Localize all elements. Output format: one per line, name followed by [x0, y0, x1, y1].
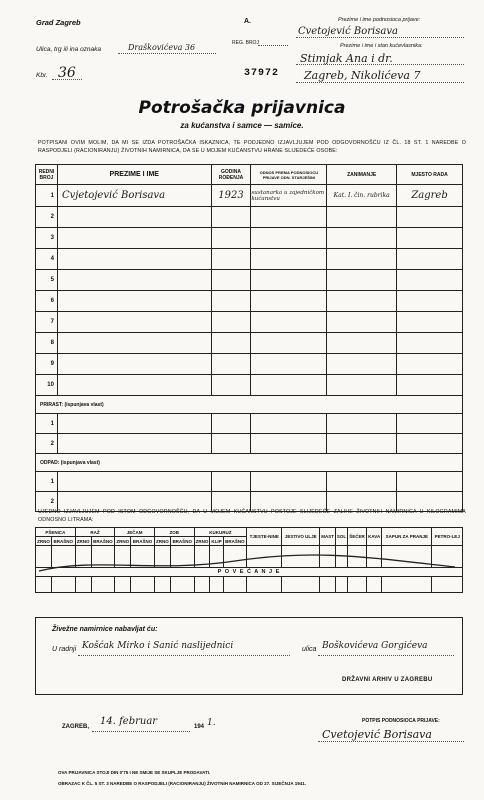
col-name: PREZIME I IME — [57, 165, 211, 185]
odpad-header-row — [36, 454, 463, 472]
row-number: 7 — [36, 312, 58, 333]
row-number: 1 — [36, 185, 58, 207]
year-label: 194 — [194, 724, 205, 730]
place-label: ZAGREB, — [62, 724, 89, 730]
stock-col-pasta: TJESTE-NINE — [247, 528, 282, 546]
stock-sub: ZRNO — [156, 538, 169, 544]
strike-through-mark — [35, 553, 463, 577]
house-number-label: Kbr. — [36, 72, 48, 79]
stock-sub: ZRNO — [76, 538, 90, 544]
stock-col-sugar: ŠEĆER — [347, 528, 366, 546]
signature-label: POTPIS PODNOSIOCA PRIJAVE: — [362, 718, 440, 724]
table-row — [36, 312, 463, 333]
submitter-label: Prezime i ime podnosioca prijave: — [338, 17, 421, 23]
person-year: 1923 — [211, 185, 251, 207]
row-number: 2 — [36, 492, 58, 512]
row-number: 1 — [36, 472, 58, 492]
street-value: Draškovićeva 36 — [128, 43, 196, 52]
shop-value: Košćak Mirko i Sanić naslijednici — [82, 641, 234, 651]
row-number: 3 — [36, 228, 58, 249]
person-workplace: Zagreb — [397, 185, 463, 207]
row-number: 10 — [36, 375, 58, 396]
table-row — [36, 472, 463, 492]
stock-sub: ZRNO — [195, 538, 209, 544]
table-row — [36, 354, 463, 375]
shop-label: U radnji — [52, 646, 77, 653]
stock-sub: BRAŠNO — [170, 537, 194, 546]
stock-col-lard: MAST — [320, 528, 336, 546]
stock-col-soap: SAPUN ZA PRANJE — [382, 528, 432, 546]
stock-intro: UJEDNO IZJAVLJUJEM POD ISTOM ODGOVORNOŠĆU, DA U MOJEM KUĆANSTVU POSTOJE SLIJEDEĆE ZALIHE ŽIVOTNIH NAMIRNICA U KILOGRAMIMA ODNOSNO LITRAMA: — [38, 509, 466, 523]
prirast-label: PRIRAST: (ispunjava vlast) — [36, 396, 463, 414]
stock-col-oil: JESTIVO ULJE — [282, 528, 320, 546]
increase-value-row — [36, 577, 463, 593]
stock-col-wheat: PŠENICA — [36, 528, 76, 537]
archive-stamp: DRŽAVNI ARHIV U ZAGREBU — [342, 677, 433, 683]
persons-table — [35, 164, 463, 512]
col-number: REDNI BROJ — [36, 165, 58, 185]
col-year: GODINA ROĐENJA — [211, 165, 251, 185]
owner-address: Zagreb, Nikolićeva 7 — [304, 69, 421, 82]
street-label: Ulica, trg ili ina oznaka — [36, 46, 102, 53]
date-value: 14. februar — [100, 716, 158, 727]
city-label: Grad Zagreb — [36, 18, 81, 27]
stock-sub: BRAŠNO — [91, 537, 115, 546]
stock-sub: ZRNO — [116, 538, 130, 544]
table-row — [36, 375, 463, 396]
row-number: 6 — [36, 291, 58, 312]
table-row — [36, 434, 463, 454]
reg-number-label: REG. BROJ — [232, 40, 259, 46]
stock-col-corn: KUKURUZ — [194, 528, 247, 537]
regulation-note: OBRAZAC K ČL. 5 ST. 3 NAREDBE O RASPODJELI (RACIONIRANJU) ŽIVOTNIH NAMIRNICA OD 27. SIJEČNJA 1941. — [58, 781, 306, 786]
person-occupation: Kat. I. čin. rubrika — [327, 185, 397, 207]
stock-col-oats: ZOB — [154, 528, 194, 537]
col-relation: ODNOS PREMA PODNOSIOCU PRIJAVE ODN. STARJEŠINI — [251, 165, 327, 185]
stock-col-salt: SOL — [336, 528, 348, 546]
stock-col-barley: JEČAM — [115, 528, 155, 537]
row-number: 8 — [36, 333, 58, 354]
table-row — [36, 270, 463, 291]
year-handwritten: 1. — [207, 718, 216, 728]
shop-street-label: ulica — [302, 646, 317, 653]
table-row — [36, 414, 463, 434]
stock-sub: BRAŠNO — [223, 537, 247, 546]
table-row — [36, 333, 463, 354]
submitter-name: Cvetojević Borisava — [298, 26, 398, 37]
stock-col-coffee: KAVA — [367, 528, 382, 546]
form-subtitle: za kućanstva i samce — samice. — [180, 121, 304, 130]
stock-sub: BRAŠNO — [131, 537, 155, 546]
intro-text: POTPISANI OVIM MOLIM, DA MI SE IZDA POTROŠAČKA ISKAZNICA, TE PODJEDNO IZJAVLJUJEM POD ODGOVORNOŠĆU IZ ČL. 18 ST. 1 NAREDBE O RASPODJELI (RACIONIRANJU) ŽIVOTNIH NAMIRNICA, DA SE U MOJEM KUĆANSTVU HRANE SLIJEDEĆE OSOBE: — [38, 140, 466, 154]
row-number: 4 — [36, 249, 58, 270]
owner-name: Stimjak Ana i dr. — [300, 52, 393, 65]
table-row — [36, 291, 463, 312]
table-header-row — [36, 165, 463, 185]
signature-value: Cvetojević Borisava — [322, 728, 432, 741]
stock-col-rye: RAŽ — [75, 528, 115, 537]
form-title: Potrošačka prijavnica — [138, 98, 346, 118]
owner-label: Prezime i ime i stan kućevlasnika: — [340, 43, 423, 49]
shop-street-value: Boškovićeva Gorgićeva — [322, 641, 428, 651]
stock-sub: BRAŠNO — [51, 537, 75, 546]
form-letter: A. — [244, 18, 251, 25]
stock-header-row — [36, 528, 463, 537]
stock-col-petroleum: PETRO-LEJ — [432, 528, 463, 546]
odpad-label: ODPAD: (ispunjava vlast) — [36, 454, 463, 472]
row-number: 9 — [36, 354, 58, 375]
row-number: 1 — [36, 414, 58, 434]
table-row — [36, 228, 463, 249]
prirast-header-row — [36, 396, 463, 414]
col-workplace: MJESTO RADA — [397, 165, 463, 185]
row-number: 2 — [36, 434, 58, 454]
house-number-value: 36 — [58, 65, 76, 81]
table-row — [36, 207, 463, 228]
increase-label: P O V E Ć A N J E — [36, 568, 463, 577]
stock-sub: KLIP — [211, 538, 222, 544]
supply-label: Živežne namirnice nabavljat ću: — [52, 626, 158, 633]
price-note: OVA PRIJAVNICA STOJI DIN 0'75 I NE SMIJE SE SKUPLJE PRODAVATI. — [58, 770, 211, 775]
row-number: 5 — [36, 270, 58, 291]
col-occupation: ZANIMANJE — [327, 165, 397, 185]
person-name: Cvjetojević Borisava — [57, 185, 211, 207]
table-row — [36, 185, 463, 207]
table-row — [36, 249, 463, 270]
row-number: 2 — [36, 207, 58, 228]
person-relation: sustanarka u zajedničkom kućanstvu — [251, 185, 327, 207]
reg-number: 37972 — [244, 68, 280, 79]
stock-sub: ZRNO — [37, 538, 50, 544]
